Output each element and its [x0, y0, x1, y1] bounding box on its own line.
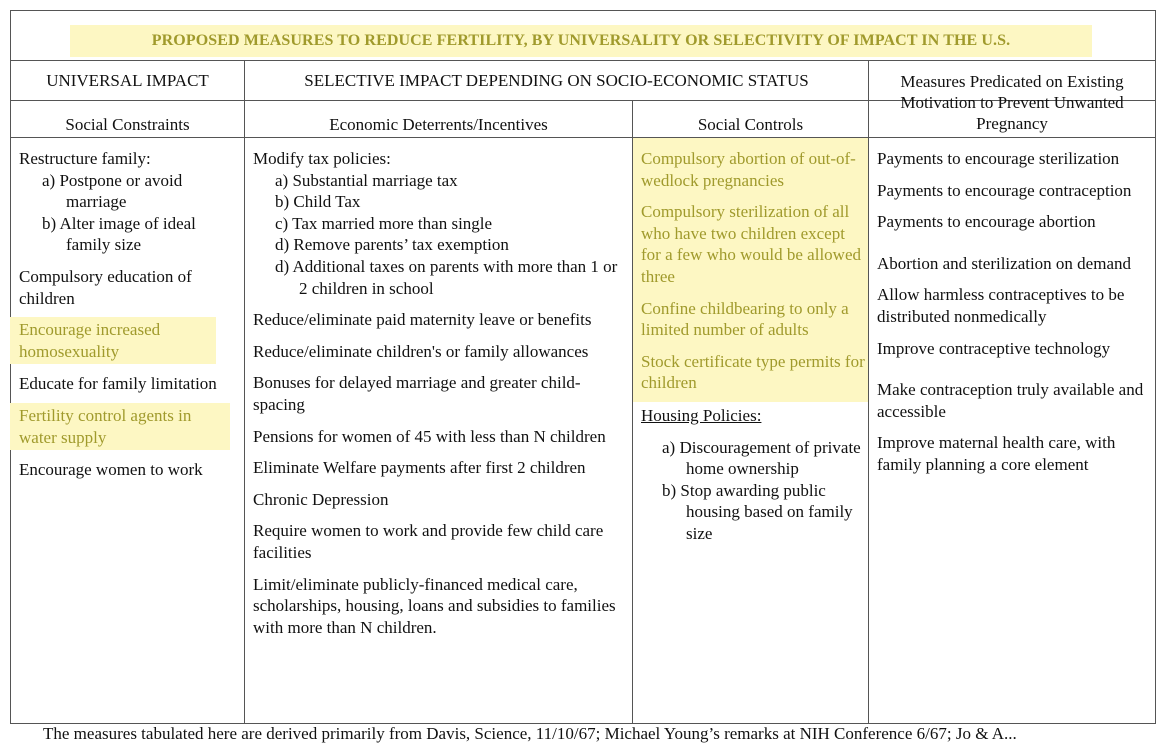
- subheader-social-controls: Social Controls: [697, 115, 804, 134]
- list-item: Educate for family limitation: [19, 374, 217, 394]
- subheader-divider: [10, 137, 1156, 138]
- list-item: Require women to work and provide few child care facilities: [253, 521, 604, 562]
- list-item: Encourage women to work: [19, 460, 203, 480]
- housing-policies-title: Housing Policies:: [641, 405, 762, 425]
- list-item: Abortion and sterilization on demand: [877, 253, 1131, 273]
- col-divider-1: [244, 61, 245, 724]
- header-motivation: Measures Predicated on Existing Motivation to Prevent Unwanted Pregnancy: [900, 72, 1124, 133]
- list-item: Modify tax policies: a) Substantial marriage tax b) Child Tax c) Tax married more than single d) Remove parents’ tax exemption d) Additional taxes on parents with more than 1 or 2 children in school: [253, 149, 618, 298]
- list-item: Pensions for women of 45 with less than N children: [253, 426, 606, 446]
- list-item: Reduce/eliminate children's or family allowances: [253, 341, 589, 361]
- social-controls-list: [641, 148, 865, 555]
- list-item: Limit/eliminate publicly-financed medical care, scholarships, housing, loans and subsidies to families with more than N children.: [253, 574, 616, 637]
- list-item: Payments to encourage contraception: [877, 180, 1132, 200]
- list-item: Make contraception truly available and accessible: [877, 380, 1144, 421]
- list-item: Compulsory sterilization of all who have two children except for a few who would be allowed three: [641, 201, 865, 287]
- list-item: Encourage increased homosexuality: [10, 317, 216, 364]
- social-constraints-list: [19, 148, 241, 491]
- list-item: Reduce/eliminate paid maternity leave or benefits: [253, 310, 592, 330]
- list-item: Improve contraceptive technology: [877, 338, 1111, 358]
- col-divider-3: [868, 61, 869, 724]
- list-item: Allow harmless contraceptives to be distributed nonmedically: [877, 285, 1125, 326]
- table-title: PROPOSED MEASURES TO REDUCE FERTILITY, BY UNIVERSALITY OR SELECTIVITY OF IMPACT IN THE U.S.: [70, 25, 1092, 57]
- list-item: Chronic Depression: [253, 489, 389, 509]
- list-item: Stock certificate type permits for children: [641, 351, 865, 393]
- list-item: Payments to encourage abortion: [877, 212, 1096, 232]
- list-item: a) Discouragement of private home ownership b) Stop awarding public housing based on family size: [662, 437, 861, 543]
- list-item: Restructure family: a) Postpone or avoid marriage b) Alter image of ideal family size: [19, 149, 196, 255]
- list-item: Payments to encourage sterilization: [877, 149, 1120, 168]
- motivation-list: [877, 148, 1151, 486]
- list-item: Compulsory abortion of out-of-wedlock pregnancies: [641, 148, 865, 191]
- list-item: Improve maternal health care, with family planning a core element: [877, 433, 1116, 474]
- header-universal: UNIVERSAL IMPACT: [46, 71, 209, 90]
- list-item: Fertility control agents in water supply: [10, 403, 230, 450]
- subheader-economic: Economic Deterrents/Incentives: [329, 115, 548, 134]
- list-item: Compulsory education of children: [19, 266, 192, 308]
- footer-note: The measures tabulated here are derived primarily from Davis, Science, 11/10/67; Michael Young’s remarks at NIH Conference 6/67; Jo & A...: [43, 724, 1017, 743]
- header-selective: SELECTIVE IMPACT DEPENDING ON SOCIO-ECONOMIC STATUS: [304, 71, 809, 90]
- list-item: Confine childbearing to only a limited number of adults: [641, 298, 865, 341]
- list-item: Bonuses for delayed marriage and greater child-spacing: [253, 373, 581, 414]
- subheader-social-constraints: Social Constraints: [65, 115, 190, 134]
- economic-list: [253, 148, 628, 648]
- list-item: Eliminate Welfare payments after first 2 children: [253, 458, 586, 478]
